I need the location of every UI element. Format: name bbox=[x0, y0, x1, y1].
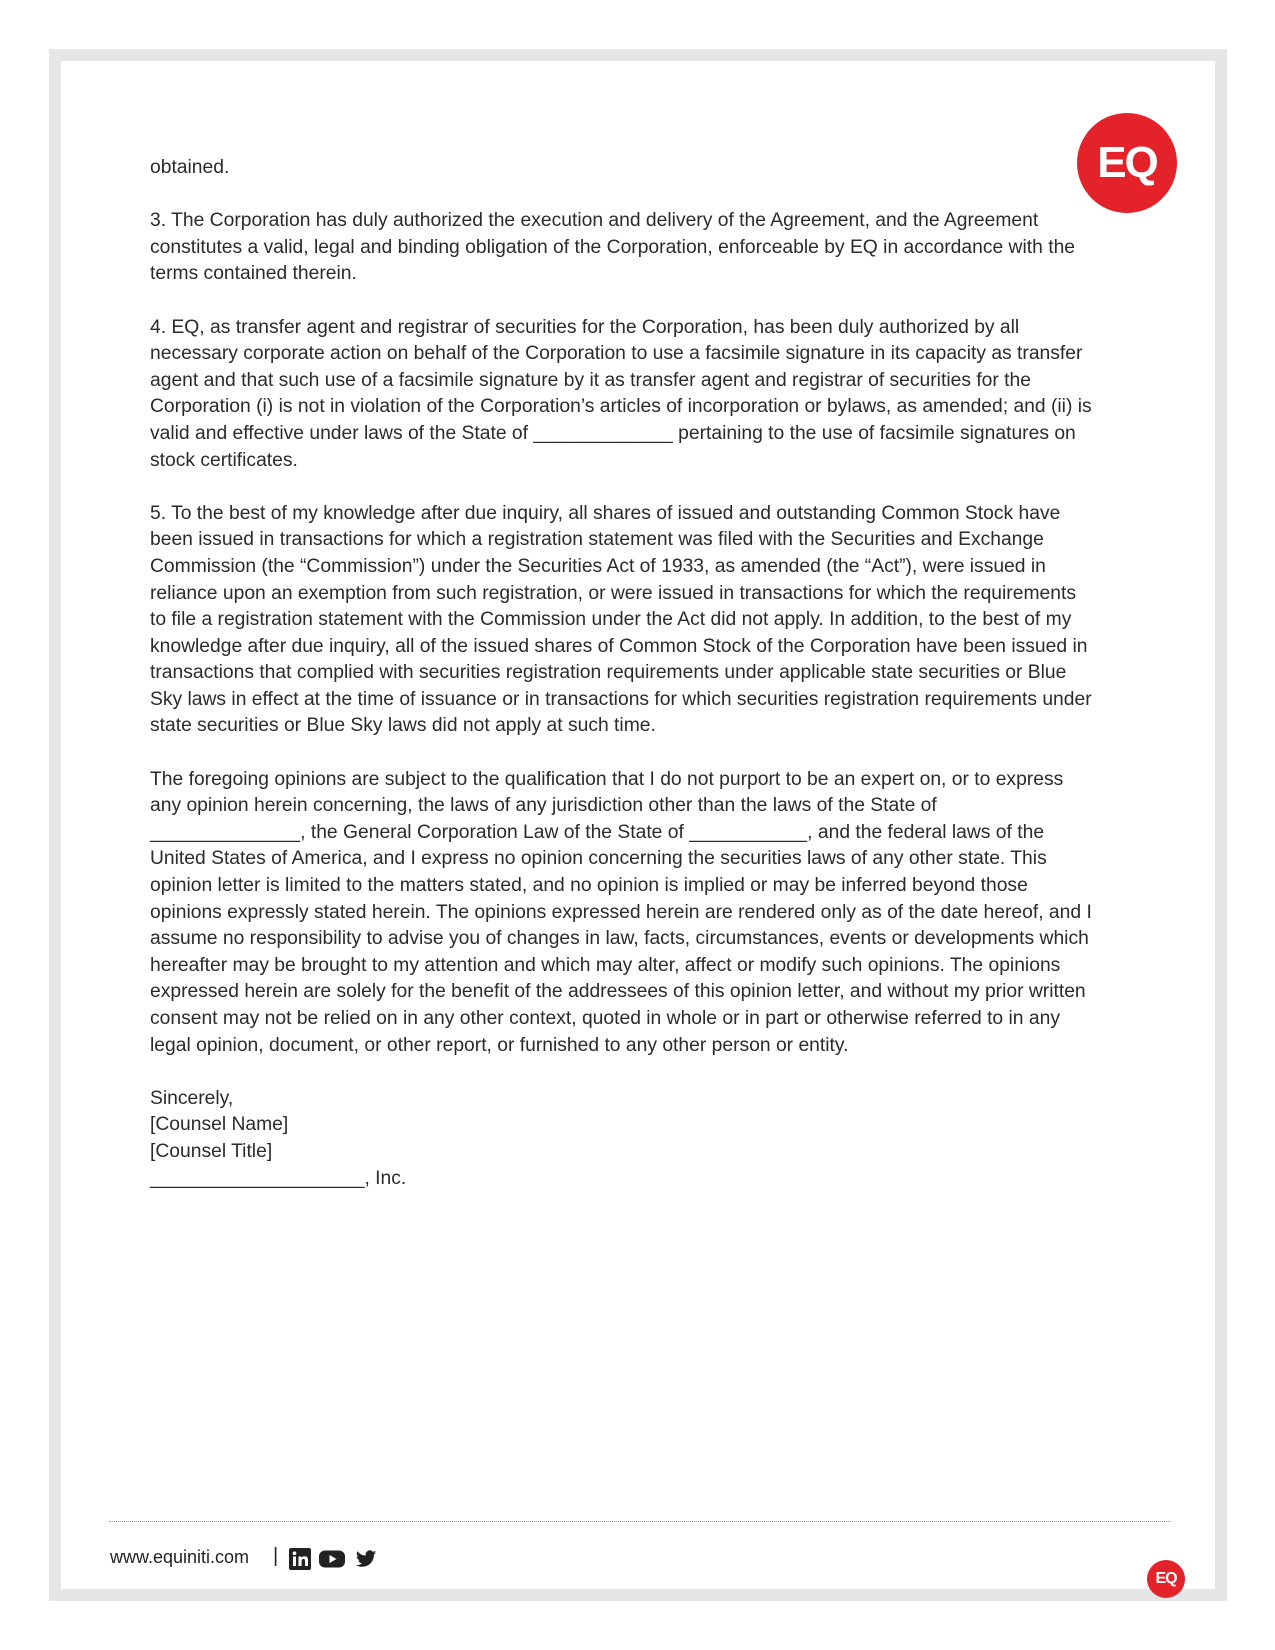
paragraph-5: 5. To the best of my knowledge after due inquiry, all shares of issued and outstanding Common Stock have been issued in transactions for which a registration statement was filed with the Securities and Exchange Commission (the “Commission”) under the Securities Act of 1933, as amended (the “Act”), were issued in reliance upon an exemption from such registration, or were issued in transactions for which the requirements to file a registration statement with the Commission under the Act did not apply. In addition, to the best of my knowledge after due inquiry, all of the issued shares of Common Stock of the Corporation have been issued in transactions that complied with securities registration requirements under applicable state securities or Blue Sky laws in effect at the time of issuance or in transactions for which securities registration requirements under state securities or Blue Sky laws did not apply at such time. bbox=[150, 502, 1092, 737]
website-link[interactable]: www.equiniti.com bbox=[110, 1547, 250, 1567]
footer-separator: | bbox=[273, 1545, 279, 1567]
paragraph-continuation: obtained. bbox=[150, 157, 230, 178]
document-page bbox=[61, 61, 1215, 1589]
letter-body bbox=[150, 155, 1095, 1192]
footer-divider bbox=[109, 1521, 1171, 1522]
signature-block bbox=[150, 1086, 1095, 1192]
paragraph-qualifications: The foregoing opinions are subject to the qualification that I do not purport to be an expert on, or to express any opinion herein concerning, the laws of any jurisdiction other than the laws of the State of ______________, the General Corporation Law of the State of ___________, and the federal laws of the United States of America, and I express no opinion concerning the securities laws of any other state. This opinion letter is limited to the matters stated, and no opinion is implied or may be inferred beyond those opinions expressly stated herein. The opinions expressed herein are rendered only as of the date hereof, and I assume no responsibility to advise you of changes in law, facts, circumstances, events or developments which hereafter may be brought to my attention and which may alter, affect or modify such opinions. The opinions expressed herein are solely for the benefit of the addressees of this opinion letter, and without my prior written consent may not be relied on in any other context, quoted in whole or in part or otherwise referred to in any legal opinion, document, or other report, or furnished to any other person or entity. bbox=[150, 768, 1092, 1056]
signature-title: [Counsel Title] bbox=[150, 1140, 273, 1162]
paragraph-4: 4. EQ, as transfer agent and registrar of securities for the Corporation, has been duly authorized by all necessary corporate action on behalf of the Corporation to use a facsimile signature in its capacity as transfer agent and that such use of a facsimile signature by it as transfer agent and registrar of securities for the Corporation (i) is not in violation of the Corporation’s articles of incorporation or bylaws, as amended; and (ii) is valid and effective under laws of the State of _____________ pertaining to the use of facsimile signatures on stock certificates. bbox=[150, 316, 1092, 471]
signature-name: [Counsel Name] bbox=[150, 1114, 289, 1136]
eq-logo-small-text: EQ bbox=[1155, 1570, 1177, 1587]
page-frame bbox=[49, 49, 1227, 1601]
linkedin-icon[interactable] bbox=[289, 1548, 311, 1570]
signature-company: ____________________, Inc. bbox=[150, 1167, 407, 1189]
paragraph-3: 3. The Corporation has duly authorized the execution and delivery of the Agreement, and the Agreement constitutes a valid, legal and binding obligation of the Corporation, enforceable by EQ in accordance with the terms contained therein. bbox=[150, 210, 1076, 285]
signature-closing: Sincerely, bbox=[150, 1087, 234, 1109]
twitter-icon[interactable] bbox=[355, 1548, 377, 1570]
eq-logo-text: EQ bbox=[1097, 138, 1157, 187]
eq-logo-small bbox=[1147, 1560, 1185, 1598]
youtube-icon[interactable] bbox=[319, 1548, 345, 1570]
